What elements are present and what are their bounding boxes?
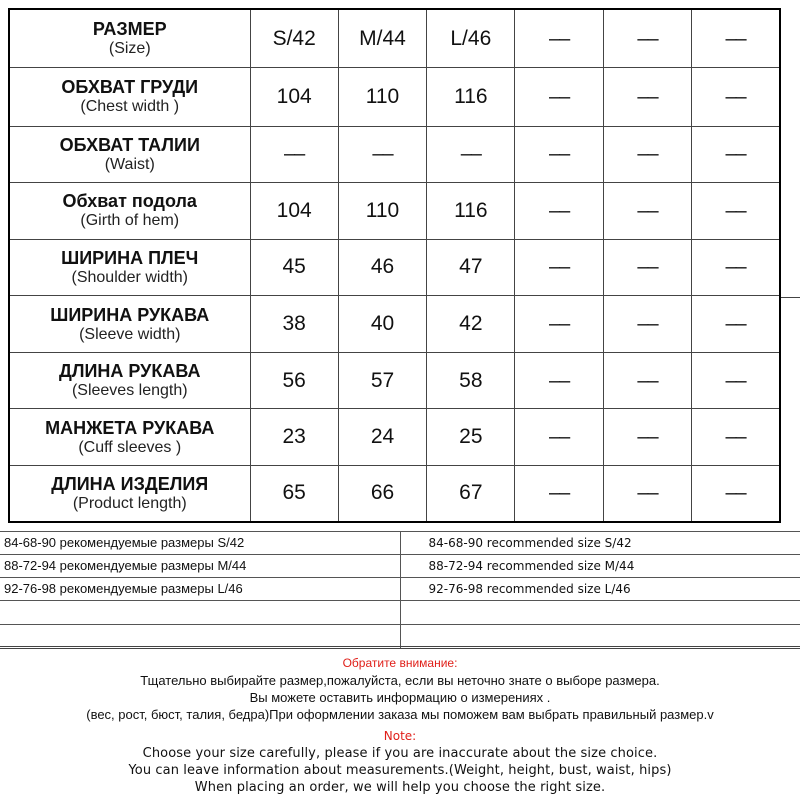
measurement-row bbox=[9, 239, 780, 296]
empty-value-cell: –– bbox=[603, 465, 691, 522]
value-cell: 110 bbox=[338, 183, 426, 240]
empty-value-cell: –– bbox=[515, 352, 603, 409]
recommendation-row bbox=[0, 555, 800, 578]
empty-value-cell: –– bbox=[603, 68, 691, 127]
row-label-en: (Chest width ) bbox=[80, 98, 180, 116]
empty-value-cell: –– bbox=[603, 183, 691, 240]
row-label-cell bbox=[9, 465, 250, 522]
empty-value-cell: –– bbox=[515, 183, 603, 240]
value-cell: 66 bbox=[338, 465, 426, 522]
empty-value-cell: –– bbox=[692, 239, 780, 296]
recommendation-ru bbox=[0, 625, 400, 649]
row-label-cell bbox=[9, 296, 250, 353]
row-label-ru: РАЗМЕР bbox=[92, 19, 167, 40]
empty-value-cell: –– bbox=[603, 409, 691, 466]
recommendation-row bbox=[0, 601, 800, 625]
recommendation-row bbox=[0, 532, 800, 555]
row-label-en: (Cuff sleeves ) bbox=[78, 438, 182, 456]
empty-value-cell: –– bbox=[692, 465, 780, 522]
empty-value-cell: –– bbox=[603, 126, 691, 183]
value-cell: 56 bbox=[250, 352, 338, 409]
empty-value-cell: –– bbox=[250, 126, 338, 183]
row-label-ru: Обхват подола bbox=[62, 191, 197, 212]
measurement-row bbox=[9, 409, 780, 466]
recommended-sizes-body bbox=[0, 532, 800, 649]
empty-value-cell: –– bbox=[692, 352, 780, 409]
empty-value-cell: –– bbox=[515, 126, 603, 183]
value-cell: M/44 bbox=[338, 9, 426, 68]
value-cell: 25 bbox=[427, 409, 515, 466]
size-header-row bbox=[9, 9, 780, 68]
measurement-row bbox=[9, 68, 780, 127]
row-label-ru: ДЛИНА ИЗДЕЛИЯ bbox=[51, 473, 209, 494]
value-cell: S/42 bbox=[250, 9, 338, 68]
recommendation-ru: 84-68-90 рекомендуемые размеры S/42 bbox=[0, 532, 400, 555]
measurement-row bbox=[9, 296, 780, 353]
recommendation-row bbox=[0, 625, 800, 649]
value-cell: 23 bbox=[250, 409, 338, 466]
row-label-cell bbox=[9, 9, 250, 68]
recommended-sizes-table bbox=[0, 531, 800, 649]
value-cell: 38 bbox=[250, 296, 338, 353]
empty-value-cell: –– bbox=[515, 9, 603, 68]
recommendation-en bbox=[400, 601, 800, 625]
notice-en-line: Choose your size carefully, please if you are inaccurate about the size choice. bbox=[142, 746, 658, 761]
row-label-ru: ШИРИНА РУКАВА bbox=[50, 304, 210, 325]
row-label-en: (Size) bbox=[108, 40, 151, 58]
empty-value-cell: –– bbox=[692, 68, 780, 127]
empty-value-cell: –– bbox=[692, 183, 780, 240]
notice-ru-line: Тщательно выбирайте размер,пожалуйста, если вы неточно знате о выборе размера. bbox=[140, 673, 660, 688]
value-cell: L/46 bbox=[427, 9, 515, 68]
measurement-row bbox=[9, 183, 780, 240]
row-label-cell bbox=[9, 239, 250, 296]
value-cell: 58 bbox=[427, 352, 515, 409]
measurement-row bbox=[9, 352, 780, 409]
value-cell: 42 bbox=[427, 296, 515, 353]
row-label-ru: ДЛИНА РУКАВА bbox=[59, 361, 201, 382]
recommendation-en: 92-76-98 recommended size L/46 bbox=[400, 578, 800, 601]
row-label-ru: ОБХВАТ ГРУДИ bbox=[61, 77, 199, 98]
notice-en-heading: Note: bbox=[383, 729, 417, 743]
notice-ru-line: (вес, рост, бюст, талия, бедра)При оформлении заказа мы поможем вам выбрать правильный размер.v bbox=[86, 707, 714, 722]
notice-en-line: When placing an order, we will help you choose the right size. bbox=[194, 780, 606, 795]
size-chart-table bbox=[8, 8, 781, 523]
recommendation-en: 84-68-90 recommended size S/42 bbox=[400, 532, 800, 555]
empty-value-cell: –– bbox=[515, 296, 603, 353]
notice-ru bbox=[0, 655, 800, 723]
row-label-cell bbox=[9, 409, 250, 466]
edge-divider bbox=[781, 297, 800, 298]
section-divider bbox=[0, 646, 800, 649]
row-label-en: (Girth of hem) bbox=[80, 212, 180, 230]
empty-value-cell: –– bbox=[603, 9, 691, 68]
empty-value-cell: –– bbox=[515, 68, 603, 127]
row-label-ru: МАНЖЕТА РУКАВА bbox=[45, 417, 215, 438]
recommendation-en: 88-72-94 recommended size M/44 bbox=[400, 555, 800, 578]
empty-value-cell: –– bbox=[692, 9, 780, 68]
row-label-ru: ОБХВАТ ТАЛИИ bbox=[59, 134, 200, 155]
empty-value-cell: –– bbox=[515, 239, 603, 296]
empty-value-cell: –– bbox=[603, 296, 691, 353]
row-label-en: (Waist) bbox=[104, 155, 155, 173]
row-label-en: (Sleeve width) bbox=[79, 325, 181, 343]
recommendation-ru: 88-72-94 рекомендуемые размеры M/44 bbox=[0, 555, 400, 578]
empty-value-cell: –– bbox=[692, 296, 780, 353]
value-cell: 46 bbox=[338, 239, 426, 296]
notice-en-line: You can leave information about measurements.(Weight, height, bust, waist, hips) bbox=[128, 763, 672, 778]
value-cell: 110 bbox=[338, 68, 426, 127]
row-label-en: (Shoulder width) bbox=[71, 268, 188, 286]
recommendation-ru bbox=[0, 601, 400, 625]
empty-value-cell: –– bbox=[692, 409, 780, 466]
row-label-cell bbox=[9, 68, 250, 127]
value-cell: 104 bbox=[250, 183, 338, 240]
value-cell: 57 bbox=[338, 352, 426, 409]
row-label-cell bbox=[9, 126, 250, 183]
row-label-en: (Product length) bbox=[72, 494, 187, 512]
value-cell: 104 bbox=[250, 68, 338, 127]
row-label-en: (Sleeves length) bbox=[71, 382, 188, 400]
recommendation-ru: 92-76-98 рекомендуемые размеры L/46 bbox=[0, 578, 400, 601]
notice-ru-line: Вы можете оставить информацию о измерениях . bbox=[249, 690, 551, 705]
empty-value-cell: –– bbox=[603, 239, 691, 296]
size-chart-body bbox=[9, 9, 780, 522]
notice-en bbox=[0, 728, 800, 796]
empty-value-cell: –– bbox=[338, 126, 426, 183]
value-cell: 67 bbox=[427, 465, 515, 522]
empty-value-cell: –– bbox=[692, 126, 780, 183]
row-label-cell bbox=[9, 352, 250, 409]
empty-value-cell: –– bbox=[603, 352, 691, 409]
recommendation-en bbox=[400, 625, 800, 649]
empty-value-cell: –– bbox=[427, 126, 515, 183]
notice-ru-heading: Обратите внимание: bbox=[342, 656, 458, 670]
empty-value-cell: –– bbox=[515, 409, 603, 466]
value-cell: 45 bbox=[250, 239, 338, 296]
value-cell: 116 bbox=[427, 183, 515, 240]
row-label-ru: ШИРИНА ПЛЕЧ bbox=[61, 247, 199, 268]
row-label-cell bbox=[9, 183, 250, 240]
value-cell: 47 bbox=[427, 239, 515, 296]
value-cell: 116 bbox=[427, 68, 515, 127]
measurement-row bbox=[9, 126, 780, 183]
measurement-row bbox=[9, 465, 780, 522]
recommendation-row bbox=[0, 578, 800, 601]
value-cell: 65 bbox=[250, 465, 338, 522]
value-cell: 24 bbox=[338, 409, 426, 466]
value-cell: 40 bbox=[338, 296, 426, 353]
empty-value-cell: –– bbox=[515, 465, 603, 522]
